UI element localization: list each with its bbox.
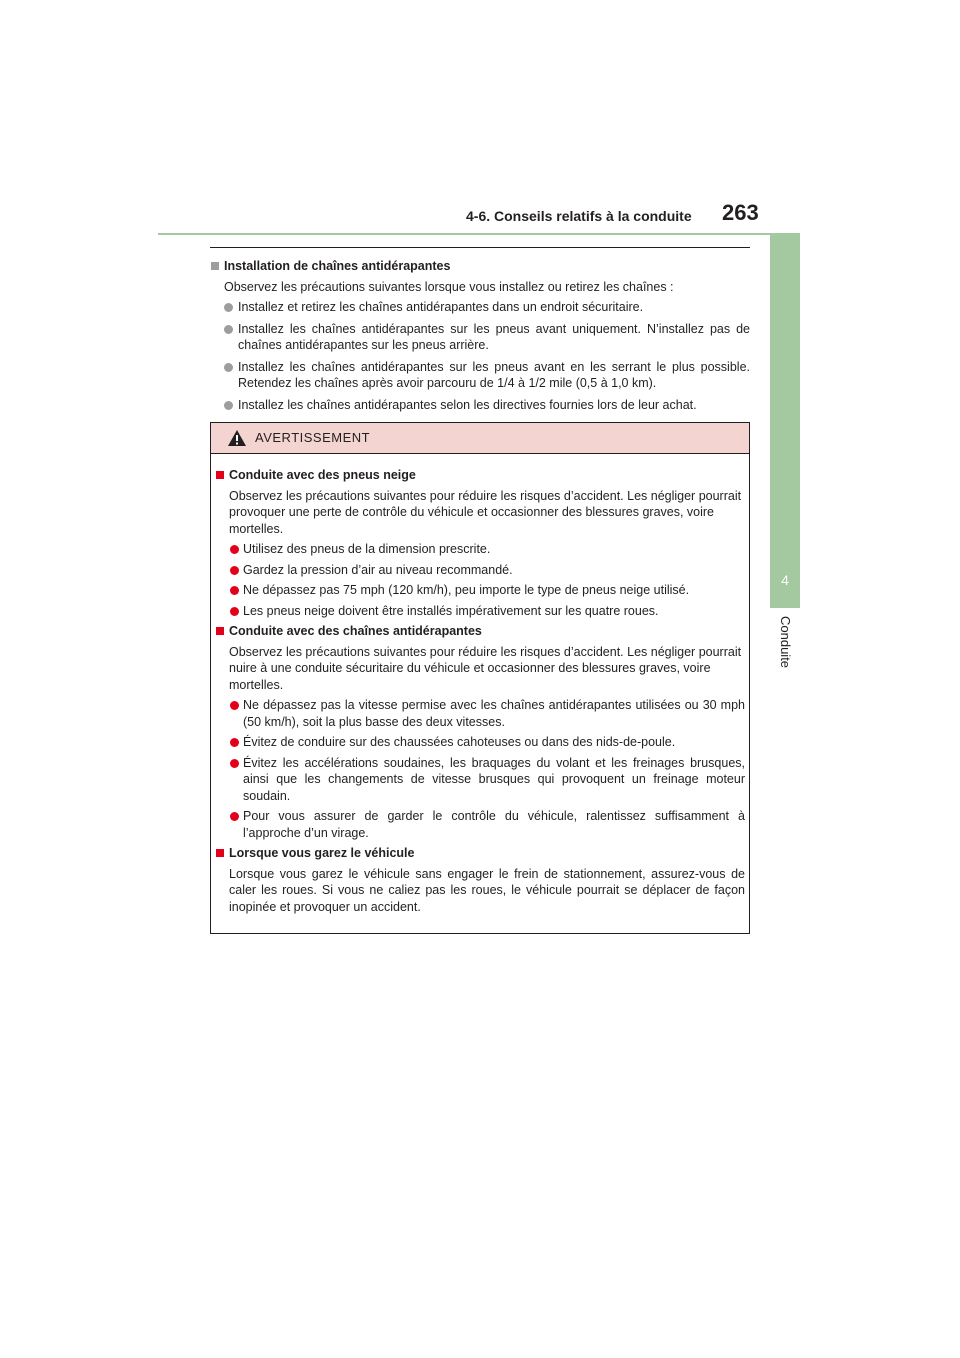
parking-text: Lorsque vous garez le véhicule sans engager le frein de stationnement, assurez-vous de caler les roues. Si vous ne caliez pas les roues, le véhicule pourrait se déplacer de façon inopinée et provoquer un accident. [229, 866, 745, 914]
chains-intro: Observez les précautions suivantes lorsque vous installez ou retirez les chaînes : [224, 279, 674, 294]
round-bullet-icon [230, 545, 239, 554]
chapter-label: Conduite [778, 616, 793, 669]
list-item: Installez les chaînes antidérapantes sur les pneus avant uniquement. N’installez pas de chaînes antidérapantes sur les pneus arrière. [210, 321, 750, 354]
square-bullet-icon [216, 471, 224, 479]
list-item: Ne dépassez pas 75 mph (120 km/h), peu importe le type de pneus neige utilisé. [211, 582, 745, 599]
page-number: 263 [722, 200, 759, 225]
header-rule [158, 233, 800, 235]
list-item: Installez et retirez les chaînes antidérapantes dans un endroit sécuritaire. [210, 299, 750, 316]
snow-tires-intro: Observez les précautions suivantes pour réduire les risques d’accident. Les négliger pourrait provoquer une perte de contrôle du véhicule et occasionner des blessures graves, voire mortelles. [229, 488, 742, 536]
round-bullet-icon [224, 363, 233, 372]
list-item: Évitez de conduire sur des chaussées cahoteuses ou dans des nids-de-poule. [211, 734, 745, 751]
list-item: Les pneus neige doivent être installés impérativement sur les quatre roues. [211, 603, 745, 620]
chains-section [210, 258, 750, 418]
warning-triangle-icon [227, 429, 247, 447]
round-bullet-icon [230, 586, 239, 595]
round-bullet-icon [224, 325, 233, 334]
snow-tires-heading: Conduite avec des pneus neige [211, 467, 745, 484]
round-bullet-icon [224, 303, 233, 312]
chains-warning-intro: Observez les précautions suivantes pour réduire les risques d’accident. Les négliger pourrait nuire à une conduite sécuritaire du véhicule et occasionner des blessures graves, voire mortelles. [229, 644, 742, 692]
list-item: Installez les chaînes antidérapantes sur les pneus avant en les serrant le plus possible. Retendez les chaînes après avoir parcouru de 1/4 à 1/2 mile (0,5 à 1,0 km). [210, 359, 750, 392]
square-bullet-icon [211, 262, 219, 270]
chains-warning-heading: Conduite avec des chaînes antidérapantes [211, 623, 745, 640]
round-bullet-icon [230, 738, 239, 747]
round-bullet-icon [224, 401, 233, 410]
section-title: 4-6. Conseils relatifs à la conduite [466, 208, 692, 224]
warning-header [211, 423, 749, 454]
round-bullet-icon [230, 812, 239, 821]
parking-heading: Lorsque vous garez le véhicule [211, 845, 745, 862]
round-bullet-icon [230, 566, 239, 575]
square-bullet-icon [216, 849, 224, 857]
square-bullet-icon [216, 627, 224, 635]
round-bullet-icon [230, 701, 239, 710]
warning-title: AVERTISSEMENT [255, 430, 371, 445]
list-item: Pour vous assurer de garder le contrôle du véhicule, ralentissez suffisamment à l’approche d’un virage. [211, 808, 745, 841]
list-item: Évitez les accélérations soudaines, les braquages du volant et les freinages brusques, ainsi que les changements de vitesse brusques qui provoquent un freinage moteur soudain. [211, 755, 745, 805]
list-item: Gardez la pression d’air au niveau recommandé. [211, 562, 745, 579]
round-bullet-icon [230, 607, 239, 616]
round-bullet-icon [230, 759, 239, 768]
warning-box [210, 422, 750, 934]
chapter-side-tab [770, 234, 800, 608]
warning-body [211, 467, 745, 919]
list-item: Utilisez des pneus de la dimension prescrite. [211, 541, 745, 558]
chapter-number: 4 [781, 572, 789, 588]
chains-heading: Installation de chaînes antidérapantes [210, 258, 750, 275]
section-rule [210, 247, 750, 248]
list-item: Ne dépassez pas la vitesse permise avec les chaînes antidérapantes utilisées ou 30 mph (50 km/h), soit la plus basse des deux vitesses. [211, 697, 745, 730]
list-item: Installez les chaînes antidérapantes selon les directives fournies lors de leur achat. [210, 397, 750, 414]
